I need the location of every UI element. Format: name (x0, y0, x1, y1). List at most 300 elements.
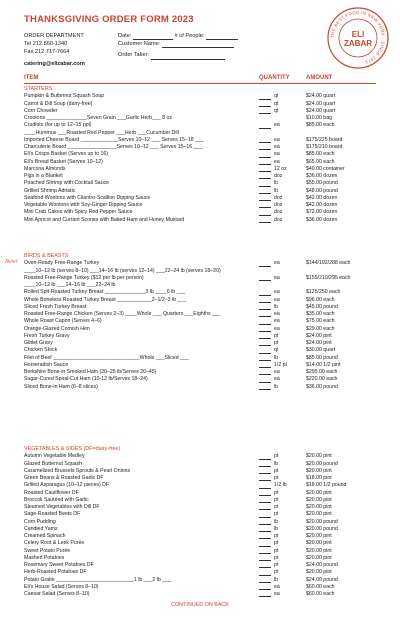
quantity-unit: ea (274, 583, 280, 590)
quantity-field[interactable] (259, 519, 271, 525)
quantity-cell (259, 326, 280, 332)
customer-row (118, 40, 238, 48)
item-row (24, 122, 376, 128)
quantity-cell (259, 195, 282, 201)
quantity-cell (259, 318, 280, 324)
quantity-field[interactable] (259, 101, 271, 107)
quantity-cell (259, 260, 280, 266)
contact-block (24, 32, 85, 68)
quantity-unit: lb (274, 518, 279, 525)
item-price: $60.00 each (306, 591, 335, 597)
quantity-field[interactable] (259, 290, 271, 296)
quantity-cell (259, 355, 278, 361)
quantity-cell (259, 93, 278, 99)
quantity-field[interactable] (259, 541, 271, 547)
quantity-field[interactable] (259, 94, 271, 100)
quantity-field[interactable] (259, 326, 271, 332)
quantity-field[interactable] (259, 563, 271, 569)
item-row (24, 137, 376, 143)
item-description: Sliced Fresh Turkey Breast (24, 303, 87, 310)
quantity-unit: pt (274, 504, 279, 510)
item-price: $20.00 pint (306, 453, 332, 460)
item-row (24, 166, 376, 172)
quantity-field[interactable] (259, 490, 271, 496)
item-price: $24.00 quart (306, 93, 336, 100)
quantity-unit: ea (274, 260, 280, 267)
quantity-unit: 12 oz (274, 165, 287, 172)
item-row (24, 260, 376, 266)
quantity-cell (259, 548, 278, 554)
item-row (24, 188, 376, 194)
quantity-cell (259, 202, 282, 208)
item-description: Imported Cheese Board _____________Serves 10–12 ___ Serves 15–18 ___ (24, 136, 204, 143)
quantity-unit: ea (274, 369, 280, 375)
quantity-unit: pt (274, 332, 279, 339)
section-title: BIRDS & BEASTS (24, 253, 69, 259)
item-price: $48.00 pound (306, 187, 338, 194)
item-price: $20.00 pint (306, 547, 332, 554)
item-price: $20.00 pint (306, 554, 332, 561)
quantity-unit: pt (274, 496, 279, 503)
quantity-unit: ea (274, 325, 280, 332)
item-price: $36.00 dozen (306, 173, 338, 179)
quantity-field[interactable] (259, 196, 271, 202)
form-title: THANKSGIVING ORDER FORM 2023 (24, 14, 194, 25)
quantity-unit: lb (274, 354, 279, 361)
item-description: Chicken Stock (24, 347, 58, 354)
item-row (24, 369, 376, 375)
quantity-cell (259, 137, 280, 143)
quantity-cell (259, 166, 287, 172)
item-price: $60.00 each (306, 583, 335, 590)
item-description: Mini Apricot and Currant Scones with Baked Ham and Honey Mustard (24, 216, 185, 223)
taker-row (118, 51, 238, 59)
quantity-field[interactable] (259, 534, 271, 540)
quantity-field[interactable] (259, 476, 271, 482)
quantity-cell (259, 159, 280, 165)
quantity-unit: ea (274, 274, 280, 281)
quantity-cell (259, 384, 278, 390)
quantity-field[interactable] (259, 454, 271, 460)
quantity-unit: lb (274, 383, 279, 390)
quantity-field[interactable] (259, 261, 271, 267)
quantity-cell (259, 144, 280, 150)
quantity-field[interactable] (259, 334, 271, 340)
item-price: $72.00 dozen (306, 209, 338, 216)
quantity-field[interactable] (259, 355, 271, 361)
quantity-unit: ea (274, 296, 280, 303)
quantity-unit: ea (274, 151, 280, 158)
quantity-unit: lb (274, 180, 279, 187)
item-description: Caesar Salad (Serves 8–10) (24, 591, 90, 597)
item-row (24, 362, 376, 368)
item-row (24, 93, 376, 99)
quantity-field[interactable] (259, 276, 271, 282)
item-description: Sugar-Cured Spiral-Cut Ham (10-12 lb/Serves 18–24) (24, 376, 148, 383)
item-price: $175/225 board (306, 136, 343, 143)
quantity-field[interactable] (259, 548, 271, 554)
quantity-cell (259, 217, 282, 223)
customer-label: Customer Name: (118, 41, 161, 48)
item-price: $29.00 each (306, 325, 335, 332)
quantity-field[interactable] (259, 363, 271, 369)
item-description: Berkshire Bone-in Smoked Ham (20–25 lb/Serves 20–45) (24, 369, 157, 375)
item-row (24, 468, 376, 474)
order-department: ORDER DEPARTMENT (24, 33, 84, 39)
item-price: $10.00 bag (306, 115, 332, 121)
quantity-unit: pt (274, 533, 279, 539)
item-row (24, 217, 376, 223)
item-row (24, 180, 376, 186)
quantity-field[interactable] (259, 512, 271, 518)
quantity-field[interactable] (259, 556, 271, 562)
quantity-field[interactable] (259, 585, 271, 591)
item-description: Grilled Shrimp Adriatic (24, 187, 76, 194)
quantity-field[interactable] (259, 297, 271, 303)
quantity-field[interactable] (259, 384, 271, 390)
svg-text:ZABAR: ZABAR (344, 39, 372, 48)
item-description: Corn Pudding (24, 518, 56, 525)
quantity-field[interactable] (259, 577, 271, 583)
item-price: $20.00 pint (306, 533, 332, 539)
item-row (24, 577, 376, 583)
item-price: $20.00 pint (306, 504, 332, 510)
item-description: Seafood Wontons with Cilantro-Scallion Dipping Sauce (24, 194, 151, 201)
item-row (24, 268, 376, 274)
quantity-field[interactable] (259, 570, 271, 576)
item-price: $175/210 board (306, 144, 343, 150)
quantity-cell (259, 151, 280, 157)
quantity-unit: lb (274, 187, 279, 194)
item-price: $24.00 pint (306, 340, 332, 346)
quantity-cell (259, 347, 278, 353)
item-row (24, 511, 376, 517)
quantity-cell (259, 577, 278, 583)
item-row (24, 482, 376, 488)
item-row (24, 453, 376, 459)
quantity-unit: ea (274, 376, 280, 383)
quantity-unit: pt (274, 511, 279, 518)
quantity-field[interactable] (259, 210, 271, 216)
item-row (24, 173, 376, 179)
stamp-ring-text: THE BEST FOOD IN NEW YORK · SINCE 1973 · (329, 9, 387, 66)
quantity-unit: lb (274, 576, 279, 583)
item-price: $35.00 each (306, 311, 335, 317)
quantity-unit: pt (274, 547, 279, 554)
item-price: $20.00 pint (306, 489, 332, 496)
item-price: $96.00 each (306, 296, 335, 303)
quantity-unit: pt (274, 540, 279, 547)
quantity-cell (259, 333, 278, 339)
quantity-field[interactable] (259, 203, 271, 209)
item-description: Horseradish Sauce (24, 361, 69, 368)
date-label: Date: (118, 33, 132, 39)
quantity-unit: lb (274, 303, 279, 310)
quantity-cell (259, 297, 280, 303)
item-price: $65.00 each (306, 158, 335, 165)
item-row (24, 130, 376, 136)
quantity-field[interactable] (259, 377, 271, 383)
quantity-cell (259, 108, 278, 114)
item-description: Giblet Gravy (24, 340, 53, 346)
item-description: Green Beans & Roasted Garlic DF (24, 475, 104, 481)
item-row (24, 526, 376, 532)
quantity-cell (259, 526, 278, 532)
item-price: $40.00 container (306, 165, 345, 172)
item-row (24, 333, 376, 339)
quantity-cell (259, 584, 280, 590)
item-row (24, 562, 376, 568)
quantity-unit: doz (274, 202, 283, 208)
people-field[interactable] (206, 33, 238, 40)
quantity-unit: 1/2 lb (274, 482, 287, 489)
item-description: Whole Boneless Roasted Turkey Breast ____________2–1/2–3 lb ___ (24, 296, 187, 303)
quantity-cell (259, 340, 278, 346)
item-description: Rolled Spit-Roasted Turkey Breast ______________3 lb ____6 lb ___ (24, 289, 186, 296)
quantity-field[interactable] (259, 319, 271, 325)
item-description: Roasted Cauliflower DF (24, 489, 79, 496)
quantity-unit: ea (274, 591, 280, 597)
item-description: Carrot & Dill Soup (dairy-free) (24, 100, 93, 107)
item-description: Mashed Potatoes (24, 554, 65, 561)
quantity-field[interactable] (259, 312, 271, 318)
item-price: $20.00 pound (306, 460, 338, 467)
item-description: Sliced Bone-in Ham (6–8 slices) (24, 383, 98, 390)
item-price: $20.00 pound (306, 525, 338, 532)
quantity-cell (259, 453, 278, 459)
item-price: $24.00 quart (306, 100, 336, 107)
quantity-field[interactable] (259, 217, 271, 223)
section-title: VEGETABLES & SIDES (DF=dairy-free) (24, 446, 121, 452)
quantity-cell (259, 304, 278, 310)
quantity-unit: qt (274, 93, 279, 100)
new-badge: New! (5, 259, 18, 266)
item-description: Fresh Turkey Gravy (24, 332, 70, 339)
item-description: Sweet Potato Purée (24, 547, 71, 554)
item-description: Oven-Ready Free-Range Turkey (24, 260, 100, 267)
item-price: $24.00 pound (306, 576, 338, 583)
item-price: $42.00 dozen (306, 202, 338, 208)
quantity-unit: qt (274, 107, 279, 114)
quantity-field[interactable] (259, 370, 271, 376)
item-row (24, 209, 376, 215)
item-row (24, 275, 376, 281)
quantity-field[interactable] (259, 123, 271, 129)
item-description: Charcuterie Board _________________Serves 10–12 ___ Serves 15–16 ___ (24, 144, 203, 150)
item-row (24, 195, 376, 201)
item-row (24, 519, 376, 525)
order-fields (118, 32, 238, 60)
item-price: $36.00 dozen (306, 216, 338, 223)
item-price: $75.00 each (306, 318, 335, 325)
item-description: Steamed Vegetables with Dill DF (24, 504, 100, 510)
item-description: Corn Chowder (24, 107, 58, 114)
quantity-unit: ea (274, 289, 280, 296)
item-row (24, 347, 376, 353)
quantity-unit: doz (274, 209, 283, 216)
quantity-cell (259, 173, 282, 179)
item-column-header: ITEM (24, 75, 39, 81)
item-description: Potato Gratin ___________________________1 lb ___2 lb ___ (24, 576, 171, 583)
quantity-field[interactable] (259, 167, 271, 173)
quantity-field[interactable] (259, 159, 271, 165)
quantity-unit: pt (274, 569, 279, 576)
item-price: $55.00 pound (306, 180, 338, 187)
item-row (24, 289, 376, 295)
item-description: Grilled Asparagus (10–12 pieces) DF (24, 482, 110, 489)
quantity-field[interactable] (259, 188, 271, 194)
quantity-unit: doz (274, 216, 283, 223)
item-row (24, 202, 376, 208)
quantity-unit: lb (274, 525, 279, 532)
date-people-row (118, 32, 238, 40)
quantity-cell (259, 101, 278, 107)
quantity-cell (259, 533, 278, 539)
quantity-field[interactable] (259, 498, 271, 504)
item-description: Creamed Spinach (24, 533, 66, 539)
item-row (24, 108, 376, 114)
item-description: Autumn Vegetable Medley (24, 453, 85, 460)
quantity-field[interactable] (259, 341, 271, 347)
item-description: ____10–12 lb (serves 8–10) ___14–16 lb (serves 12–14) ___22–24 lb (serves 18–20) (24, 267, 221, 274)
item-row (24, 497, 376, 503)
quantity-field[interactable] (259, 138, 271, 144)
quantity-field[interactable] (259, 469, 271, 475)
item-description: Herb-Roasted Potatoes DF (24, 569, 87, 576)
item-price: $36.00 pound (306, 383, 338, 390)
quantity-cell (259, 569, 278, 575)
quantity-field[interactable] (259, 592, 271, 598)
quantity-unit: pt (274, 453, 279, 460)
quantity-unit: doz (274, 194, 283, 201)
quantity-cell (259, 482, 287, 488)
quantity-field[interactable] (259, 152, 271, 158)
item-description: Croutons ______________Seven Grain ___Garlic Herb___ 8 oz (24, 115, 172, 121)
item-description: Mini Crab Cakes with Spicy Red Pepper Sauce (24, 209, 133, 216)
item-description: Sage-Roasted Beets DF (24, 511, 81, 518)
quantity-unit: pt (274, 562, 279, 568)
item-description: Eli's House Salad (Serves 8–10) (24, 583, 99, 590)
taker-field[interactable] (151, 53, 225, 60)
taker-label: Order Taker: (118, 52, 149, 59)
quantity-cell (259, 562, 278, 568)
item-price: $20.00 pint (306, 496, 332, 503)
item-row (24, 282, 376, 288)
item-price: $30.00 quart (306, 347, 336, 354)
quantity-cell (259, 362, 287, 368)
quantity-field[interactable] (259, 348, 271, 354)
item-description: Pumpkin & Butternut Squash Soup (24, 93, 105, 100)
quantity-unit: qt (274, 100, 279, 107)
item-price: $20.00 pint (306, 467, 332, 474)
quantity-unit: qt (274, 347, 279, 354)
quantity-field[interactable] (259, 483, 271, 489)
item-row (24, 326, 376, 332)
item-description: Celery Root & Leek Purée (24, 540, 85, 547)
item-description: Pigs in a Blanket (24, 173, 63, 179)
item-description: Rosemary Sweet Potatoes DF (24, 562, 94, 568)
item-row (24, 475, 376, 481)
quantity-cell (259, 540, 278, 546)
item-description: Caramelized Brussels Sprouts & Pearl Onions (24, 467, 131, 474)
item-description: Filet of Beef ______________________________Whole ___Sliced ___ (24, 354, 189, 361)
quantity-cell (259, 461, 278, 467)
people-label: # of People: (174, 33, 205, 39)
phone-number: Tel 212.860-1340 (24, 41, 68, 48)
quantity-cell (259, 504, 278, 510)
quantity-field[interactable] (259, 174, 271, 180)
amount-column-header: AMOUNT (306, 75, 333, 81)
quantity-cell (259, 376, 280, 382)
item-price: $144/192/288 each (306, 260, 351, 267)
item-row (24, 340, 376, 346)
quantity-cell (259, 275, 280, 281)
quantity-cell (259, 209, 282, 215)
item-row (24, 376, 376, 382)
quantity-cell (259, 311, 280, 317)
quantity-field[interactable] (259, 109, 271, 115)
item-description: Eli's Bread Basket (Serves 10–12) (24, 158, 103, 165)
item-row (24, 355, 376, 361)
quantity-unit: ea (274, 318, 280, 325)
item-price: $295.00 each (306, 369, 338, 375)
quantity-unit: ea (274, 311, 280, 317)
item-description: Whole Roast Capon (Serves 4–6) (24, 318, 102, 325)
quantity-unit: pt (274, 475, 279, 481)
item-price: $14.00 1/2 pint (306, 361, 341, 368)
item-price: $24.00 pound (306, 562, 338, 568)
item-row (24, 144, 376, 150)
quantity-field[interactable] (259, 305, 271, 311)
item-row (24, 490, 376, 496)
item-description: Crudités (for up to 12–15 ppl) (24, 122, 92, 129)
quantity-field[interactable] (259, 527, 271, 533)
quantity-cell (259, 555, 278, 561)
item-row (24, 548, 376, 554)
header-divider (24, 83, 376, 84)
quantity-cell (259, 591, 280, 597)
item-price: $20.00 pound (306, 518, 338, 525)
quantity-field[interactable] (259, 505, 271, 511)
quantity-unit: pt (274, 340, 279, 346)
item-price: $45.00 pound (306, 303, 338, 310)
quantity-cell (259, 289, 280, 295)
quantity-unit: ea (274, 122, 280, 129)
item-price: $24.00 pint (306, 332, 332, 339)
quantity-field[interactable] (259, 181, 271, 187)
quantity-field[interactable] (259, 461, 271, 467)
email-address: catering@elizabar.com (24, 60, 85, 67)
quantity-cell (259, 475, 278, 481)
item-description: Marcona Almonds (24, 165, 66, 172)
item-price: $20.00 pint (306, 569, 332, 576)
quantity-cell (259, 519, 278, 525)
customer-field[interactable] (162, 41, 234, 48)
quantity-cell (259, 511, 278, 517)
item-description: Orange-Glazed Cornish Hen (24, 325, 90, 332)
item-price: $220.00 each (306, 376, 338, 383)
item-row (24, 101, 376, 107)
quantity-field[interactable] (259, 145, 271, 151)
quantity-unit: pt (274, 489, 279, 496)
date-field[interactable] (133, 33, 173, 40)
item-description: ____10–12 lb ___14–16 lb ___22–24 lb (24, 282, 116, 288)
item-row (24, 569, 376, 575)
item-price: $85.00 each (306, 151, 335, 158)
item-row (24, 504, 376, 510)
item-description: Candied Yams (24, 525, 58, 532)
item-row (24, 555, 376, 561)
